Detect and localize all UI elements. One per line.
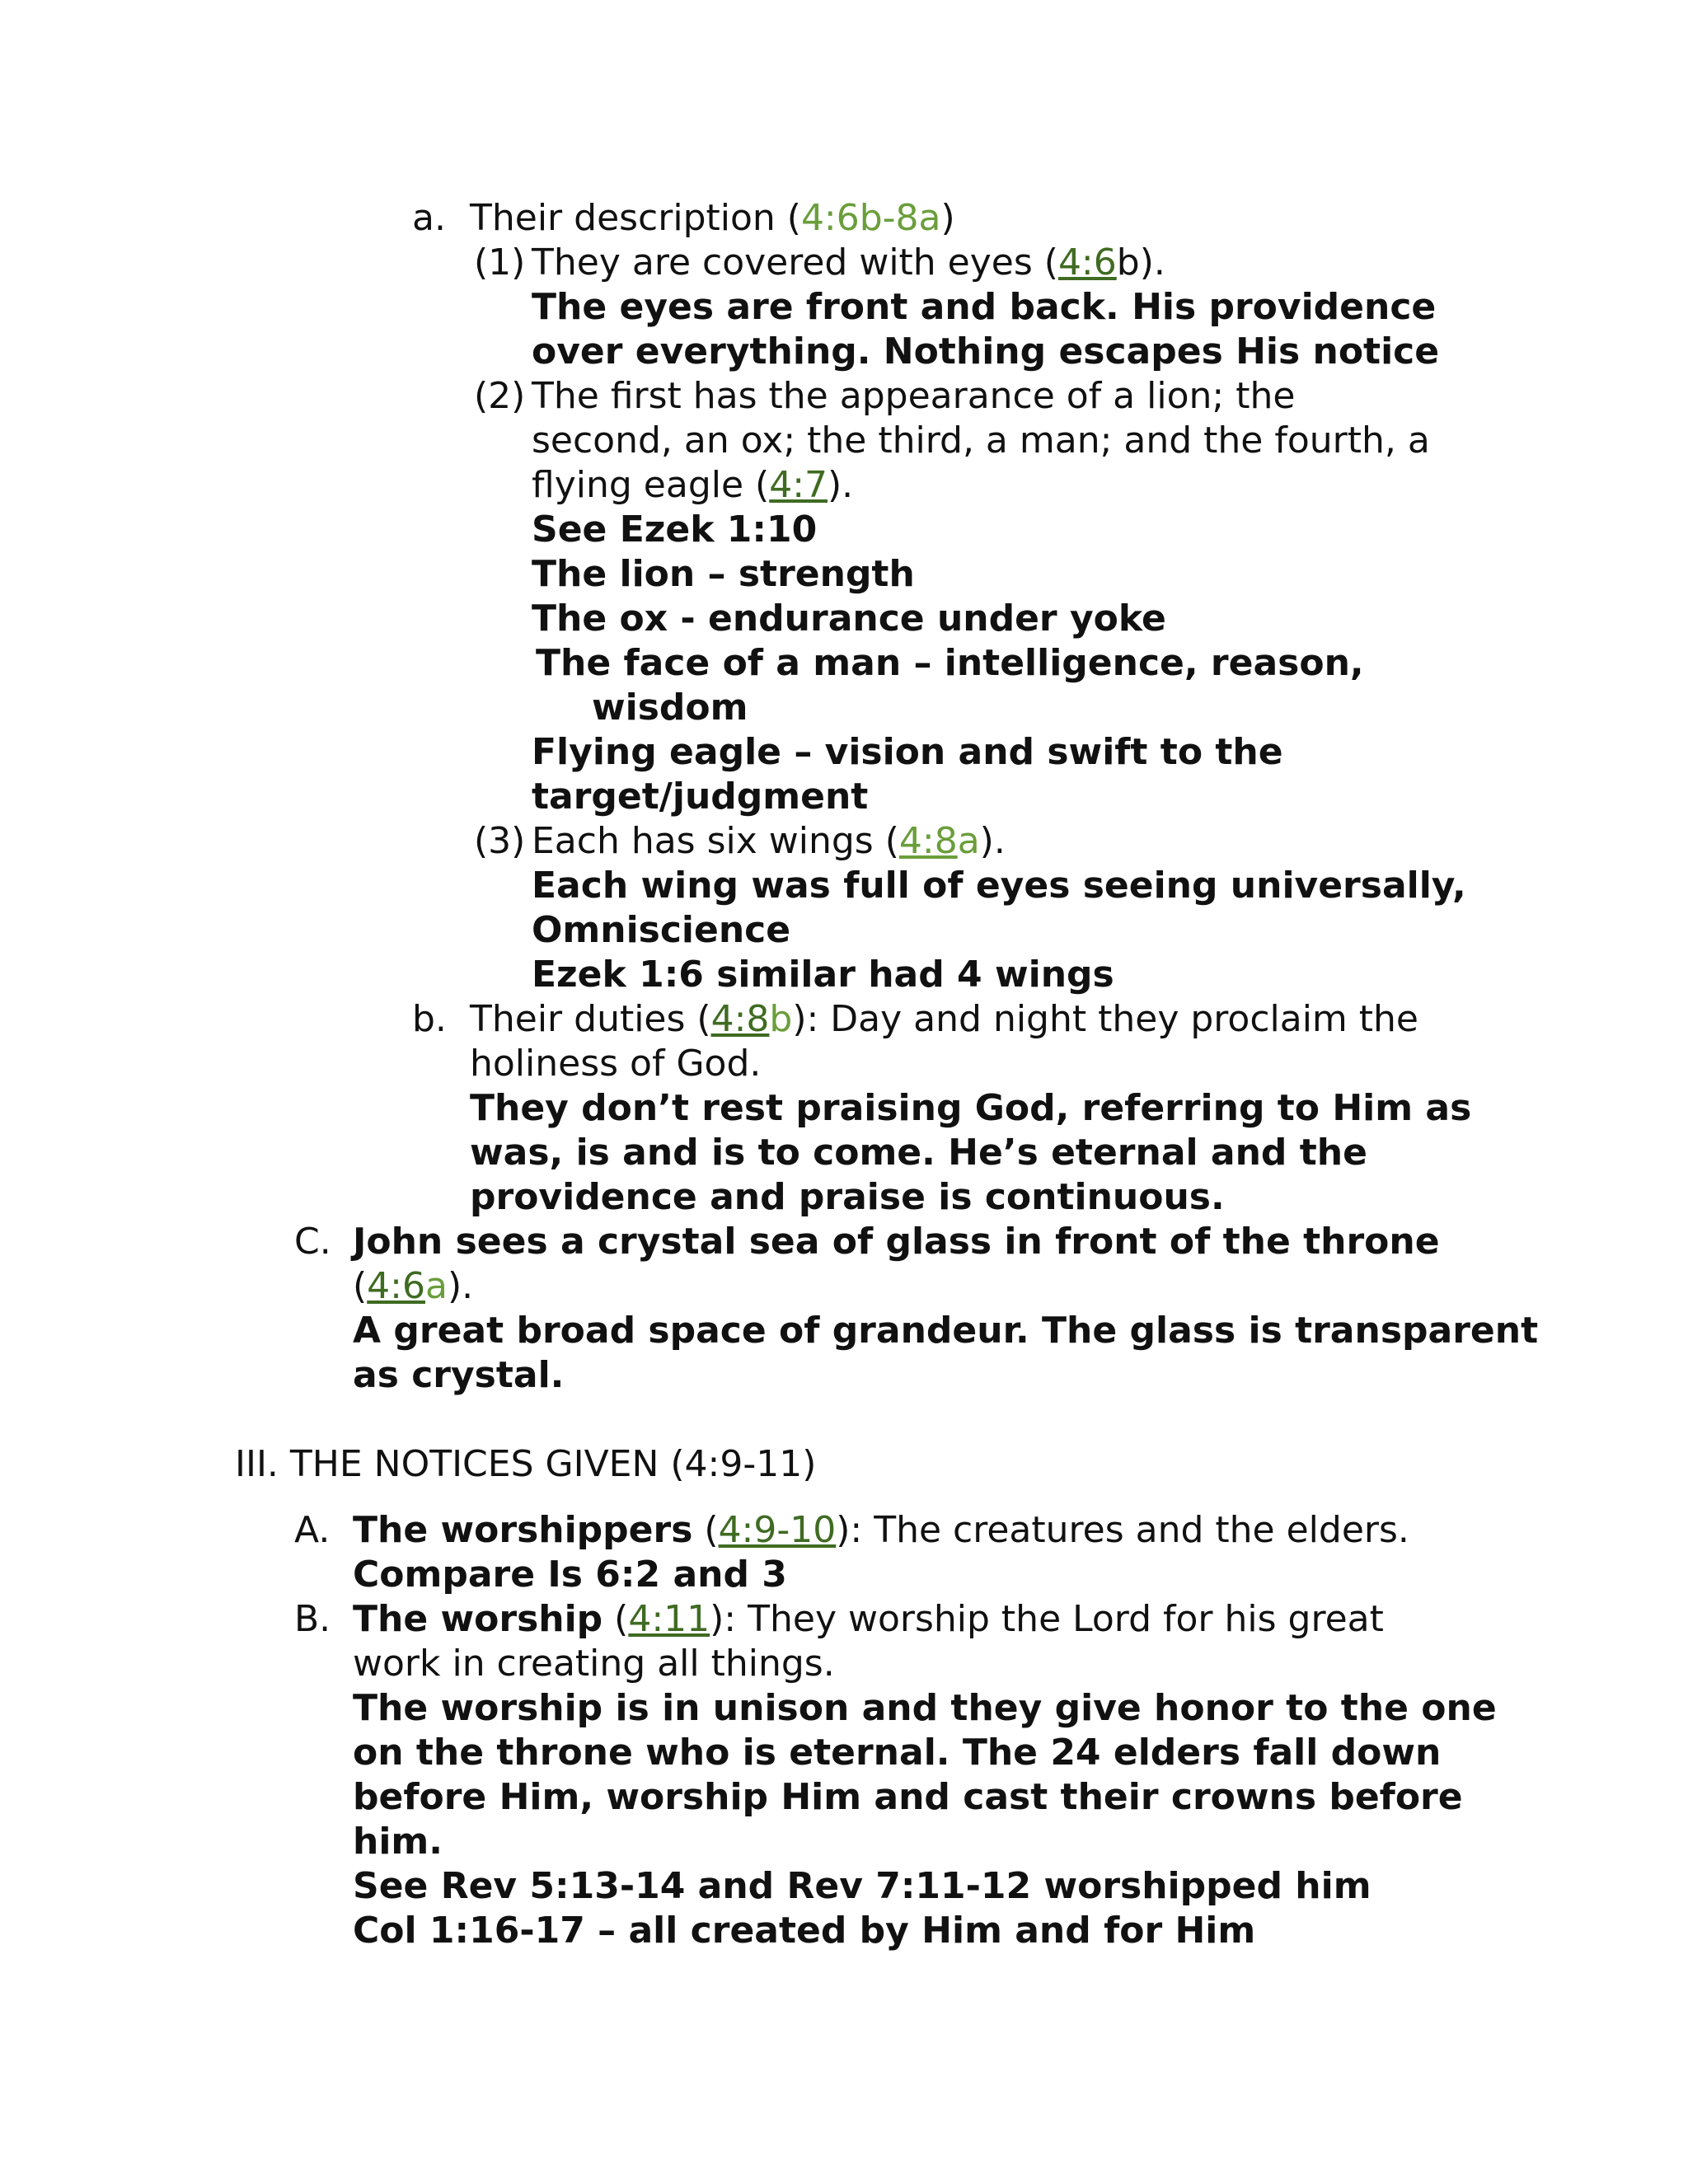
sub-item-2: The first has the appearance of a lion; the	[532, 375, 1296, 417]
note-line: They don’t rest praising God, referring to Him as	[470, 1087, 1472, 1129]
outline-item-a: Their description (4:6b-8a)	[470, 197, 955, 239]
scripture-ref-4-9-10[interactable]: 4:9-10	[718, 1509, 837, 1551]
sub-item-1: They are covered with eyes (4:6b).	[532, 241, 1165, 284]
outline-label-c: C.	[294, 1221, 331, 1263]
outline-item-b: Their duties (4:8b): Day and night they proclaim the	[470, 998, 1418, 1040]
outline-label-b: b.	[412, 998, 447, 1040]
note-line: wisdom	[592, 687, 748, 729]
note-line: Flying eagle – vision and swift to the	[532, 731, 1283, 773]
note-line: on the throne who is eternal. The 24 elders fall down	[353, 1732, 1442, 1774]
scripture-ref-4-11[interactable]: 4:11	[628, 1598, 710, 1640]
scripture-ref-4-6[interactable]: 4:6	[1057, 241, 1117, 284]
outline-item-c-line: (4:6a).	[353, 1265, 474, 1307]
note-line: Omniscience	[532, 909, 791, 951]
note-line: before Him, worship Him and cast their crowns before	[353, 1776, 1463, 1818]
note-line: The lion – strength	[532, 553, 915, 595]
note-line: The ox - endurance under yoke	[532, 598, 1166, 640]
outline-item-c: John sees a crystal sea of glass in front of the throne	[353, 1221, 1440, 1263]
note-line: Col 1:16-17 – all created by Him and for Him	[353, 1910, 1256, 1952]
note-line: Ezek 1:6 similar had 4 wings	[532, 954, 1114, 996]
note-line: him.	[353, 1821, 443, 1863]
note-line: over everything. Nothing escapes His notice	[532, 330, 1440, 373]
sub-item-2-line: second, an ox; the third, a man; and the fourth, a	[532, 419, 1430, 462]
sub-label-1: (1)	[474, 241, 526, 284]
note-line: The worship is in unison and they give honor to the one	[353, 1687, 1497, 1729]
outline-label-A: A.	[294, 1509, 331, 1551]
sub-item-3: Each has six wings (4:8a).	[532, 820, 1006, 862]
note-line: See Rev 5:13-14 and Rev 7:11-12 worshipped him	[353, 1865, 1372, 1907]
note-line: The face of a man – intelligence, reason,	[536, 642, 1364, 684]
scripture-ref-4-6b-8a[interactable]: 4:6b-8a	[800, 197, 941, 239]
section-heading-iii: III. THE NOTICES GIVEN (4:9-11)	[235, 1443, 817, 1485]
note-line: Each wing was full of eyes seeing universally,	[532, 865, 1466, 907]
note-line: as crystal.	[353, 1354, 565, 1396]
outline-label-B: B.	[294, 1598, 331, 1640]
note-line: Compare Is 6:2 and 3	[353, 1554, 787, 1596]
outline-label-a: a.	[412, 197, 446, 239]
outline-item-b-line: holiness of God.	[470, 1043, 762, 1085]
scripture-ref-4-7[interactable]: 4:7	[769, 464, 828, 506]
note-line: target/judgment	[532, 776, 869, 818]
outline-item-B-line: work in creating all things.	[353, 1643, 835, 1685]
sub-label-2: (2)	[474, 375, 526, 417]
scripture-ref-4-8a[interactable]: 4:8	[898, 820, 958, 862]
scripture-ref-4-6a[interactable]: 4:6	[367, 1265, 425, 1307]
scripture-ref-4-8b[interactable]: 4:8	[710, 998, 770, 1040]
outline-item-B: The worship (4:11): They worship the Lord for his great	[353, 1598, 1384, 1640]
note-line: providence and praise is continuous.	[470, 1176, 1225, 1218]
outline-item-A: The worshippers (4:9-10): The creatures and the elders.	[353, 1509, 1409, 1551]
note-line: See Ezek 1:10	[532, 509, 818, 551]
sub-label-3: (3)	[474, 820, 526, 862]
sub-item-2-line: flying eagle (4:7).	[532, 464, 854, 506]
note-line: was, is and is to come. He’s eternal and the	[470, 1132, 1367, 1174]
note-line: A great broad space of grandeur. The glass is transparent	[353, 1310, 1539, 1352]
note-line: The eyes are front and back. His providence	[532, 286, 1437, 328]
